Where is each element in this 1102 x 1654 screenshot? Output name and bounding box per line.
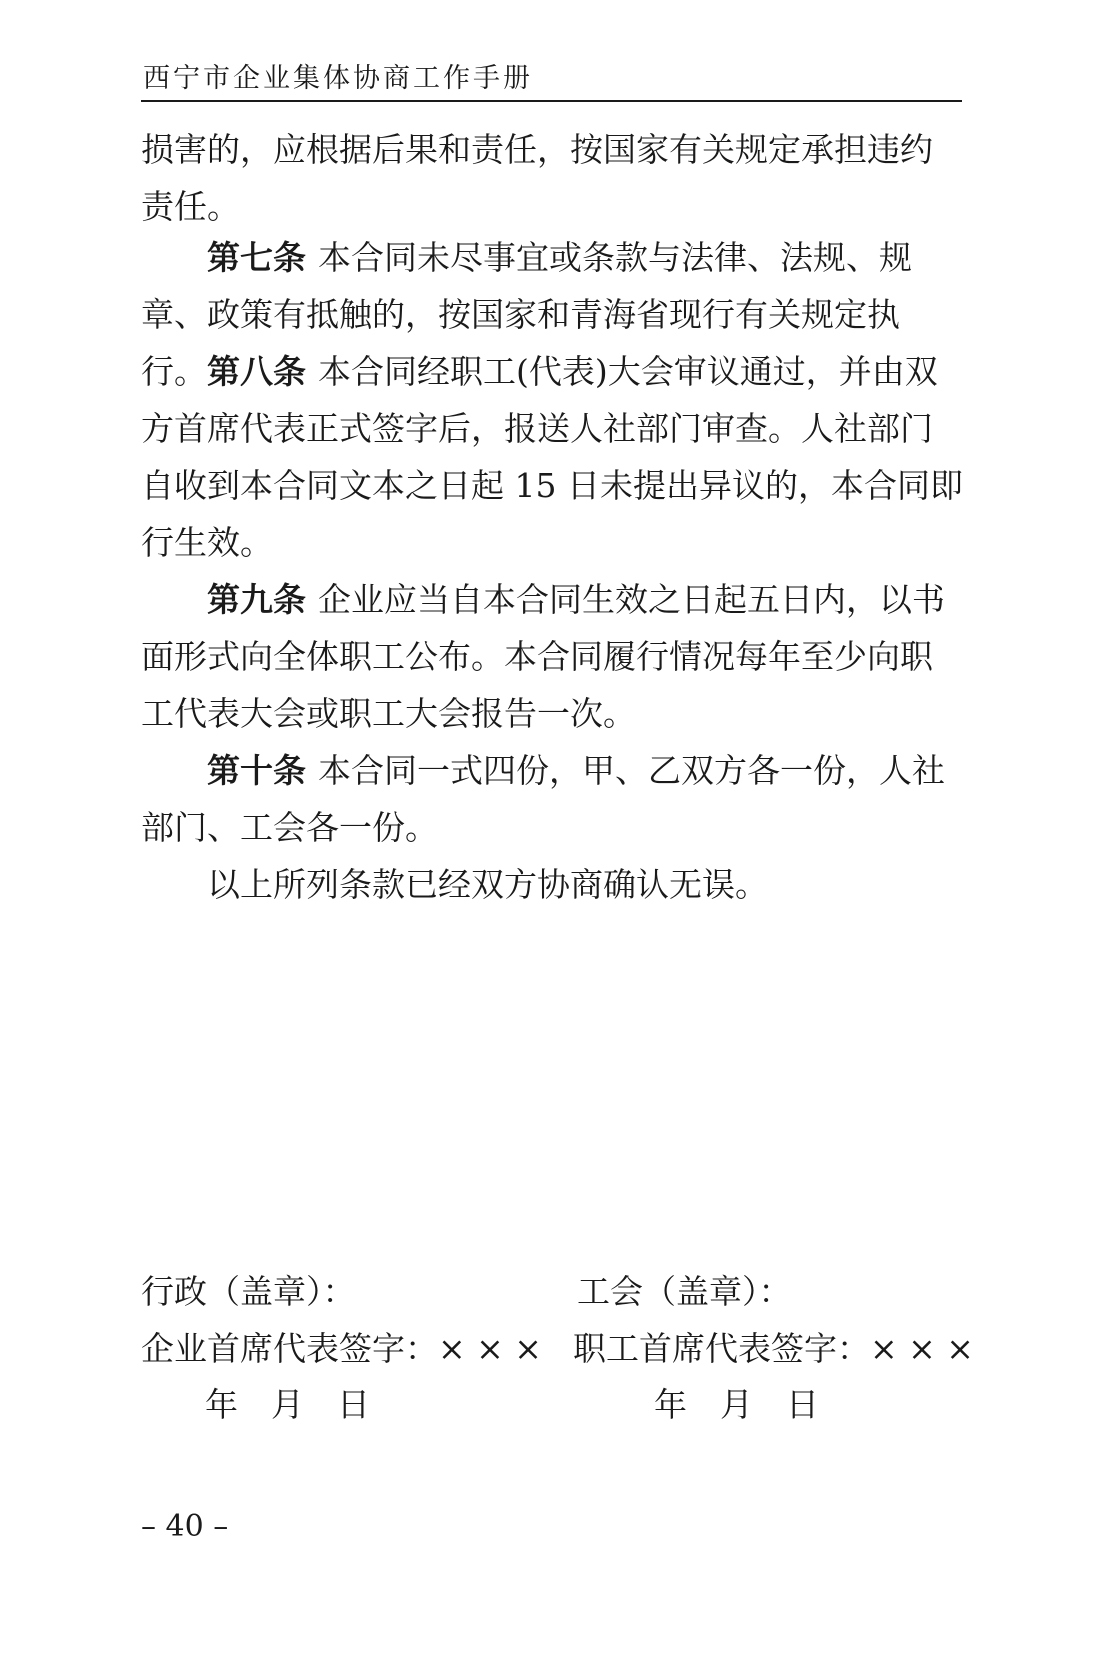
- article-7-number: 第七条: [207, 238, 306, 277]
- article-9-text: 企业应当自本合同生效之日起五日内，以书面形式向全体职工公布。本合同履行情况每年至少向职工代表大会或职工大会报告一次。: [141, 580, 945, 733]
- enterprise-sign-date: 年 月 日: [205, 1385, 370, 1424]
- admin-seal-label: 行政（盖章）：: [141, 1272, 356, 1311]
- article-10: [141, 742, 964, 856]
- running-header: 西宁市企业集体协商工作手册: [143, 63, 533, 94]
- closing-statement: 以上所列条款已经双方协商确认无误。: [207, 865, 768, 904]
- header-divider: [141, 100, 962, 102]
- worker-rep-signature: 职工首席代表签字：× × ×: [573, 1329, 974, 1368]
- union-sign-date: 年 月 日: [654, 1385, 819, 1424]
- article-7-text: 本合同未尽事宜或条款与法律、法规、规章、政策有抵触的，按国家和青海省现行有关规定执行。: [141, 238, 912, 391]
- article-9-number: 第九条: [207, 580, 306, 619]
- article-8-text: 本合同经职工(代表)大会审议通过，并由双方首席代表正式签字后，报送人社部门审查。人社部门自收到本合同文本之日起 15 日未提出异议的，本合同即行生效。: [141, 352, 963, 562]
- continued-paragraph: 损害的，应根据后果和责任，按国家有关规定承担违约责任。: [141, 130, 933, 226]
- article-8-number: 第八条: [207, 352, 306, 391]
- article-8: [141, 343, 964, 571]
- article-10-text: 本合同一式四份，甲、乙双方各一份，人社部门、工会各一份。: [141, 751, 945, 847]
- enterprise-rep-signature: 企业首席代表签字：× × ×: [141, 1329, 542, 1368]
- page-number: – 40 –: [141, 1509, 229, 1544]
- article-9: [141, 571, 964, 742]
- article-10-number: 第十条: [207, 751, 306, 790]
- union-seal-label: 工会（盖章）：: [577, 1272, 792, 1311]
